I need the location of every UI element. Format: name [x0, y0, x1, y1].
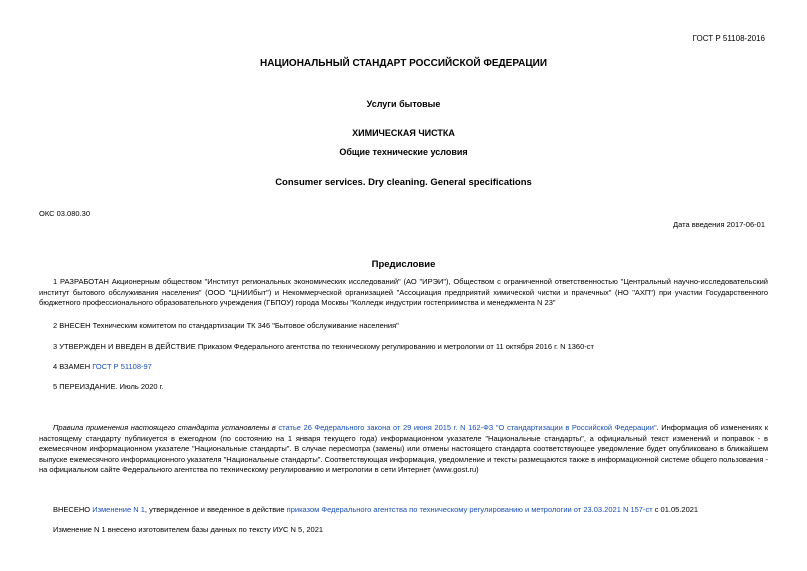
amendment-text-c: с 01.05.2021	[652, 505, 699, 514]
amendment-text-a: ВНЕСЕНО	[53, 505, 93, 514]
oks-code: ОКС 03.080.30	[39, 209, 90, 218]
preface-heading: Предисловие	[371, 259, 436, 270]
preface-item-2: 2 ВНЕСЕН Техническим комитетом по стандартизации ТК 346 "Бытовое обслуживание населения"	[53, 321, 399, 330]
document-code: ГОСТ Р 51108-2016	[692, 34, 765, 43]
federal-law-link[interactable]: статье 26 Федерального закона от 29 июня 2015 г. N 162-ФЗ "О стандартизации в Российской Федерации"	[278, 423, 657, 432]
conditions-title: Общие технические условия	[339, 147, 468, 157]
preface-item-4	[39, 362, 768, 373]
preface-item-4-text: 4 ВЗАМЕН	[53, 362, 93, 371]
subject-title: ХИМИЧЕСКАЯ ЧИСТКА	[352, 128, 455, 138]
application-rules-italic: Правила применения настоящего стандарта установлены в	[53, 423, 276, 432]
application-rules-text: . Информация об изменениях к настоящему стандарту публикуется в ежегодном (по состоянию на 1 января текущего года) информационном указателе "Национальные стандарты", а официальный текст изменений и поправок - в ежемесячном информационном указателе "Национальные стандарты". В случае пересмотра (замены) или отмены настоящего стандарта соответствующее уведомление будет опубликовано в ближайшем выпуске ежемесячного информационного указателя "Национальные стандарты". Соответствующая информация, уведомление и тексты размещаются также в информационной системе общего пользования - на официальном сайте Федерального агентства по техническому регулированию и метрологии в сети Интернет (www.gost.ru)	[39, 423, 768, 474]
gost-replaced-link[interactable]: ГОСТ Р 51108-97	[92, 362, 152, 371]
english-title: Consumer services. Dry cleaning. General specifications	[275, 177, 532, 188]
intro-date: Дата введения 2017-06-01	[673, 220, 765, 229]
preface-item-1: 1 РАЗРАБОТАН Акционерным обществом "Институт региональных экономических исследований" (АО "ИРЭИ"), Обществом с ограниченной ответственностью "Центральный научно-исследовательский институт бытового обслуживания населения" (ООО "ЦНИИбыт") и Некоммерческой организацией "Ассоциация предприятий химической чистки и прачечных" (НО "АХП") при участии Государственного бюджетного профессионального образовательного учреждения (ГБПОУ) города Москвы "Колледж индустрии гостеприимства и менеджмента N 23"	[39, 277, 768, 307]
amendment-1-link[interactable]: Изменение N 1	[92, 505, 145, 514]
amendment-note: Изменение N 1 внесено изготовителем базы данных по тексту ИУС N 5, 2021	[53, 525, 324, 534]
services-title: Услуги бытовые	[366, 99, 441, 109]
national-standard-title: НАЦИОНАЛЬНЫЙ СТАНДАРТ РОССИЙСКОЙ ФЕДЕРАЦИИ	[259, 58, 548, 69]
amendment-paragraph	[39, 505, 768, 516]
application-rules-paragraph	[39, 423, 768, 476]
agency-order-link[interactable]: приказом Федерального агентства по техническому регулированию и метрологии от 23.03.2021 N 157-ст	[286, 505, 653, 514]
preface-item-5: 5 ПЕРЕИЗДАНИЕ. Июль 2020 г.	[53, 382, 164, 391]
amendment-text-b: , утвержденное и введенное в действие	[144, 505, 287, 514]
preface-item-3: 3 УТВЕРЖДЕН И ВВЕДЕН В ДЕЙСТВИЕ Приказом Федерального агентства по техническому регулированию и метрологии от 11 октября 2016 г. N 1360-ст	[53, 342, 594, 351]
